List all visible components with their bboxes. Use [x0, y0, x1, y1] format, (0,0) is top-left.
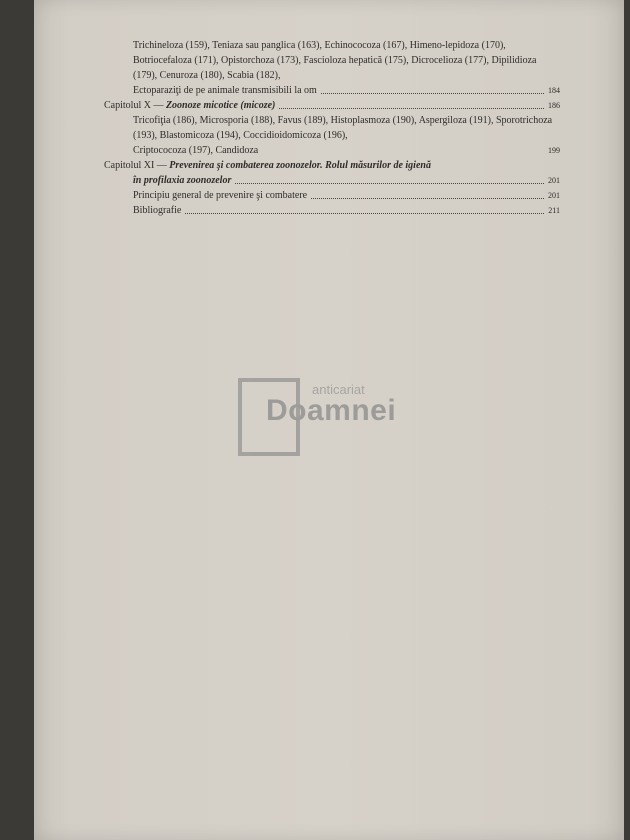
chapter-heading: [104, 98, 275, 113]
chapter-title-line2: în profilaxia zoonozelor: [133, 175, 232, 186]
page-number: 186: [548, 101, 560, 110]
chapter-title-continued: [104, 173, 560, 188]
leader-dots: [321, 93, 544, 94]
page-number: 184: [548, 86, 560, 95]
page-number: 199: [548, 146, 560, 155]
watermark-logo: [238, 378, 438, 458]
toc-item-text: Ectoparaziţi de pe animale transmisibili la om: [133, 85, 317, 96]
page-number: 211: [548, 206, 560, 215]
chapter-heading: [104, 158, 560, 173]
toc-item-text: Tricofiţia (186), Microsporia (188), Favus (189), Histoplasmoza (190), Aspergiloza (191), Sporotrichoza (193), Blastomicoza (194), Coccidioidomicoza (196),: [133, 115, 553, 141]
watermark-small-text: anticariat: [312, 382, 365, 397]
toc-chapter-xi: [104, 158, 560, 188]
leader-dots: [311, 198, 544, 199]
toc-item-text: Trichineloza (159), Teniaza sau panglica (163), Echinococoza (167), Himeno-lepidoza (170), Botriocefaloza (171), Opistorchoza (173), Fascioloza hepatică (175), Dicrocelioza (177), Dipilidioza (179), Cenuroza (180), Scabia (182),: [133, 40, 537, 81]
chapter-title: Prevenirea şi combaterea zoonozelor. Rolul măsurilor de igienă: [169, 160, 431, 171]
leader-dots: [279, 108, 544, 109]
book-page: [34, 0, 624, 840]
toc-item-bibliografie: [104, 203, 560, 218]
toc-item-text: Criptococoza (197), Candidoza: [133, 145, 259, 156]
toc-chapter-x: [104, 98, 560, 113]
toc-item-principiu: [104, 188, 560, 203]
toc-item-text: Bibliografie: [133, 205, 182, 216]
page-number: 201: [548, 191, 560, 200]
chapter-prefix: Capitolul X —: [104, 100, 164, 111]
watermark-big-text: Doamnei: [266, 394, 397, 427]
leader-dots: [235, 183, 544, 184]
toc-item-text: Principiu general de prevenire şi combatere: [133, 190, 308, 201]
toc-item-micoze-list: [104, 113, 560, 143]
leader-dots: [185, 213, 544, 214]
toc-item-candidoza: [104, 143, 560, 158]
chapter-prefix: Capitolul XI —: [104, 160, 167, 171]
page-number: 201: [548, 176, 560, 185]
toc-item-zoonoze-parazitare-list: [104, 38, 560, 83]
table-of-contents: [104, 38, 560, 218]
toc-item-ectoparaziti: [104, 83, 560, 98]
chapter-title: Zoonoze micotice (micoze): [165, 100, 276, 111]
